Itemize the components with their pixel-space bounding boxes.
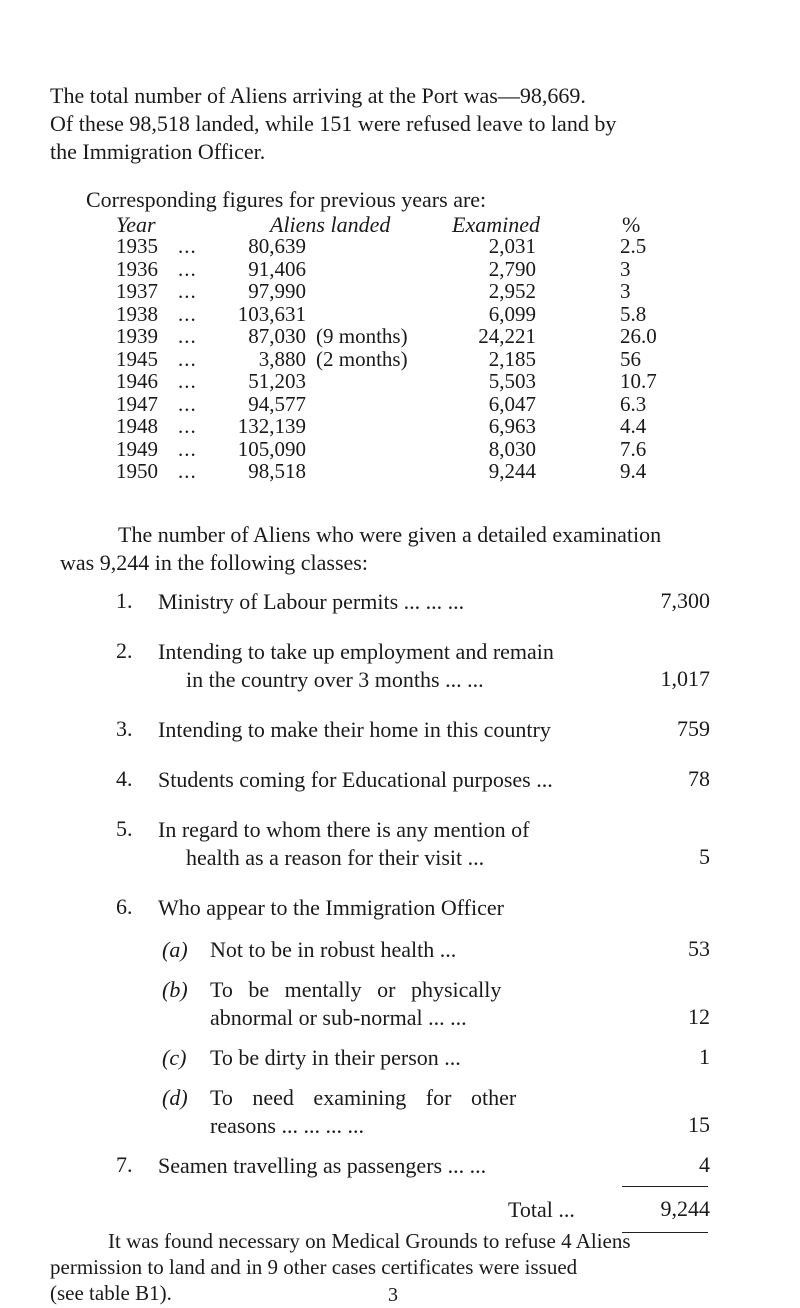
- year-cell: 1937: [116, 279, 158, 303]
- class-6a-label: (a): [162, 937, 188, 962]
- class-6d-text-line-2: reasons ... ... ... ...: [210, 1113, 364, 1138]
- percent-cell: 26.0: [620, 324, 657, 348]
- class-6-number: 6.: [116, 894, 133, 919]
- dots-cell: ...: [178, 279, 197, 303]
- class-6b-text-line-1: To be mentally or physically: [210, 977, 502, 1002]
- intro-paragraph: [50, 82, 768, 166]
- year-cell: 1950: [116, 459, 158, 483]
- landed-cell: 87,030: [248, 324, 306, 348]
- class-2-number: 2.: [116, 638, 133, 663]
- landed-cell: 132,139: [237, 414, 306, 438]
- examination-paragraph: [60, 521, 794, 577]
- landed-cell: 3,880: [258, 346, 306, 371]
- class-6a-value: 53: [688, 936, 710, 961]
- examined-cell: 6,963: [488, 414, 536, 438]
- examined-cell: 6,047: [488, 391, 536, 416]
- closing-line-1: It was found necessary on Medical Grounds to refuse 4 Aliens: [108, 1229, 631, 1253]
- corresponding-heading: Corresponding figures for previous years are:: [86, 187, 487, 212]
- closing-paragraph: [50, 1228, 768, 1306]
- examined-cell: 9,244: [488, 459, 536, 483]
- dots-cell: ...: [178, 391, 197, 416]
- percent-cell: 2.5: [620, 234, 647, 258]
- class-2-text-line-1: Intending to take up employment and remain: [158, 639, 554, 664]
- percent-cell: 3: [620, 256, 631, 281]
- examined-cell: 2,185: [488, 346, 536, 371]
- intro-line-1: The total number of Aliens arriving at the Port was—98,669.: [50, 83, 586, 108]
- class-7-text: Seamen travelling as passengers ... ...: [158, 1153, 487, 1178]
- year-cell: 1945: [116, 346, 158, 371]
- class-6d-text-line-1: To need examining for other: [210, 1085, 517, 1110]
- table-row: [0, 459, 800, 485]
- class-7-number: 7.: [116, 1152, 133, 1177]
- year-cell: 1935: [116, 234, 158, 258]
- year-cell: 1936: [116, 256, 158, 281]
- class-3-value: 759: [677, 716, 710, 741]
- header-year: Year: [116, 212, 156, 237]
- landed-cell: 103,631: [237, 301, 306, 326]
- year-cell: 1946: [116, 369, 158, 393]
- closing-line-3: (see table B1).: [50, 1281, 172, 1305]
- intro-line-3: the Immigration Officer.: [50, 139, 266, 164]
- dots-cell: ...: [178, 234, 197, 258]
- landed-cell: 98,518: [248, 459, 306, 483]
- class-3-number: 3.: [116, 716, 133, 741]
- landed-cell: 105,090: [237, 436, 306, 461]
- landed-cell: 91,406: [248, 256, 306, 281]
- examined-cell: 8,030: [488, 436, 536, 461]
- examined-cell: 2,031: [488, 234, 536, 258]
- class-4-text: Students coming for Educational purposes ...: [158, 767, 553, 792]
- class-3-text: Intending to make their home in this country: [158, 717, 551, 742]
- class-2-text-line-2: in the country over 3 months ... ...: [186, 667, 484, 692]
- landed-cell: 97,990: [248, 279, 306, 303]
- year-cell: 1939: [116, 324, 158, 348]
- examined-cell: 24,221: [478, 324, 536, 348]
- total-rule-top: [622, 1186, 708, 1187]
- percent-cell: 7.6: [620, 436, 647, 461]
- class-2-value: 1,017: [660, 666, 710, 691]
- class-6b-text-line-2: abnormal or sub-normal ... ...: [210, 1005, 467, 1030]
- class-6d-value: 15: [688, 1112, 710, 1137]
- examined-cell: 2,790: [488, 256, 536, 281]
- class-6c-text: To be dirty in their person ...: [210, 1045, 461, 1070]
- dots-cell: ...: [178, 414, 197, 438]
- exam-line-2: was 9,244 in the following classes:: [60, 550, 368, 575]
- percent-cell: 10.7: [620, 369, 657, 393]
- dots-cell: ...: [178, 369, 197, 393]
- note-cell: (2 months): [316, 346, 408, 371]
- header-landed: Aliens landed: [270, 212, 391, 237]
- class-1-number: 1.: [116, 588, 133, 613]
- percent-cell: 9.4: [620, 459, 647, 483]
- intro-line-2: Of these 98,518 landed, while 151 were refused leave to land by: [50, 111, 617, 136]
- examined-cell: 5,503: [488, 369, 536, 393]
- percent-cell: 5.8: [620, 301, 647, 326]
- percent-cell: 4.4: [620, 414, 647, 438]
- exam-line-1: The number of Aliens who were given a detailed examination: [118, 522, 662, 547]
- examined-cell: 6,099: [488, 301, 536, 326]
- percent-cell: 56: [620, 346, 641, 371]
- class-6a-text: Not to be in robust health ...: [210, 937, 457, 962]
- header-percent: %: [622, 212, 641, 237]
- dots-cell: ...: [178, 301, 197, 326]
- year-cell: 1949: [116, 436, 158, 461]
- total-value: 9,244: [660, 1196, 710, 1221]
- class-6b-label: (b): [162, 977, 188, 1002]
- dots-cell: ...: [178, 436, 197, 461]
- class-6-text: Who appear to the Immigration Officer: [158, 895, 504, 920]
- class-4-value: 78: [688, 766, 710, 791]
- class-5-value: 5: [699, 844, 710, 869]
- dots-cell: ...: [178, 324, 197, 348]
- header-examined: Examined: [452, 212, 540, 237]
- year-cell: 1947: [116, 391, 158, 416]
- page-number: 3: [388, 1284, 398, 1306]
- dots-cell: ...: [178, 459, 197, 483]
- examined-cell: 2,952: [488, 279, 536, 303]
- year-cell: 1938: [116, 301, 158, 326]
- dots-cell: ...: [178, 256, 197, 281]
- dots-cell: ...: [178, 346, 197, 371]
- class-5-number: 5.: [116, 816, 133, 841]
- year-cell: 1948: [116, 414, 158, 438]
- percent-cell: 6.3: [620, 391, 647, 416]
- closing-line-2: permission to land and in 9 other cases certificates were issued: [50, 1255, 578, 1279]
- class-7-value: 4: [699, 1152, 710, 1177]
- class-1-text: Ministry of Labour permits ... ... ...: [158, 589, 465, 614]
- class-5-text-line-1: In regard to whom there is any mention of: [158, 817, 530, 842]
- class-5-text-line-2: health as a reason for their visit ...: [186, 845, 485, 870]
- note-cell: (9 months): [316, 324, 408, 348]
- total-label: Total ...: [508, 1197, 575, 1222]
- class-6c-value: 1: [699, 1044, 710, 1069]
- percent-cell: 3: [620, 279, 631, 303]
- landed-cell: 80,639: [248, 234, 306, 258]
- class-4-number: 4.: [116, 766, 133, 791]
- class-1-value: 7,300: [660, 588, 710, 613]
- landed-cell: 51,203: [248, 369, 306, 393]
- class-6b-value: 12: [688, 1004, 710, 1029]
- class-6d-label: (d): [162, 1085, 188, 1110]
- landed-cell: 94,577: [248, 391, 306, 416]
- class-6c-label: (c): [162, 1045, 187, 1070]
